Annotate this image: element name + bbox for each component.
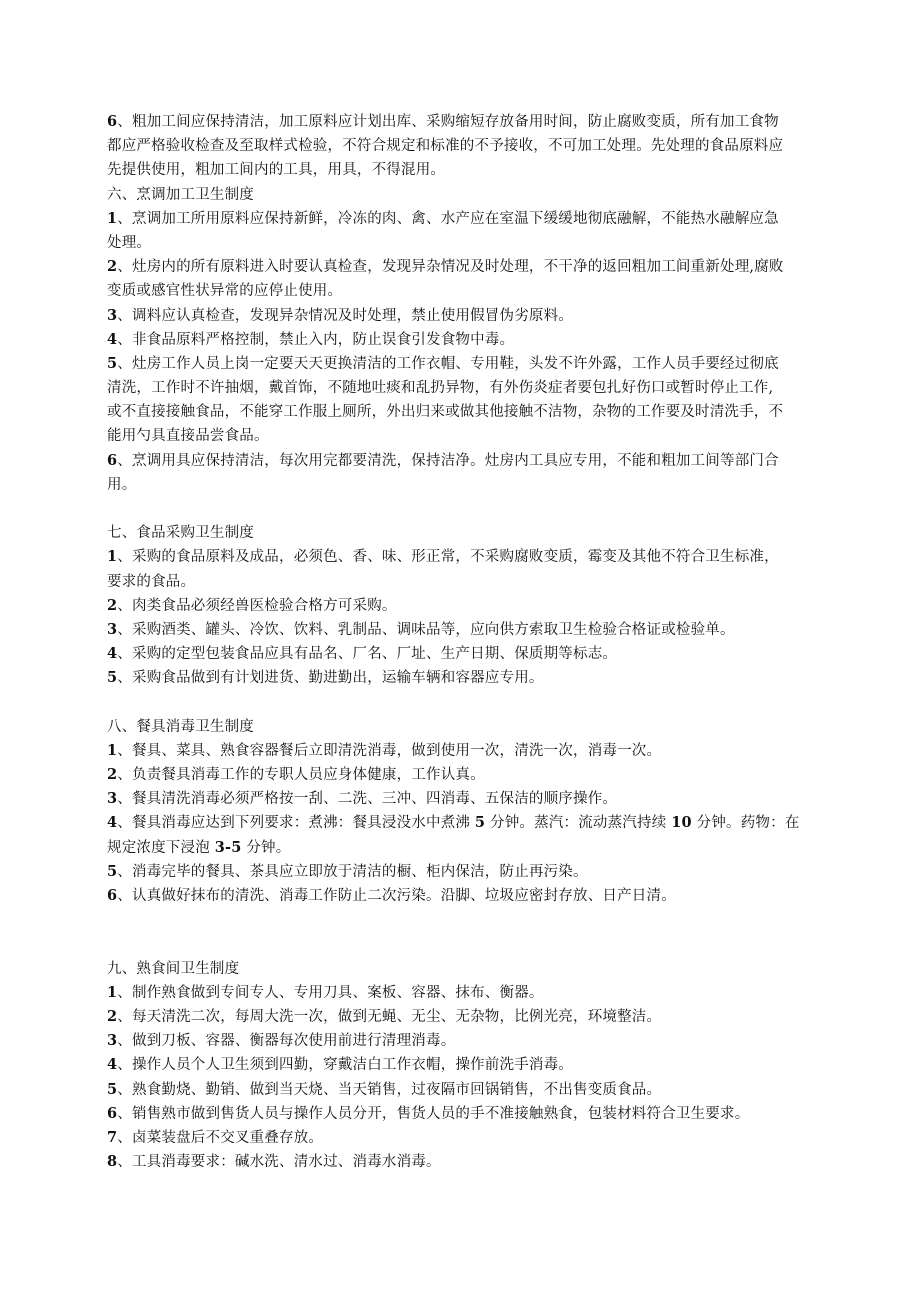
item-text: 、每天清洗二次，每周大洗一次，做到无蝇、无尘、无杂物，比例光亮，环境整洁。 xyxy=(117,1008,662,1025)
duration-number: 10 xyxy=(671,814,692,832)
item-number: 6 xyxy=(107,1104,118,1122)
item-number: 5 xyxy=(107,862,118,880)
item-text: 分钟。 xyxy=(241,839,291,856)
item-number: 2 xyxy=(107,258,118,276)
paragraph-line xyxy=(107,328,817,352)
item-text: 、粗加工间应保持清洁，加工原料应计划出库、采购缩短存放备用时间，防止腐败变质，所有加工食物 xyxy=(117,114,779,130)
item-text: 、操作人员个人卫生须到四勤，穿戴洁白工作衣帽，操作前洗手消毒。 xyxy=(117,1057,573,1074)
blank-line xyxy=(107,497,817,521)
item-number: 3 xyxy=(107,1032,118,1050)
item-number: 3 xyxy=(107,620,118,638)
item-number: 4 xyxy=(107,330,118,348)
paragraph-line xyxy=(107,642,817,666)
item-number: 2 xyxy=(107,766,118,784)
item-text: 规定浓度下浸泡 xyxy=(107,839,215,856)
paragraph-line xyxy=(107,666,817,690)
item-number: 4 xyxy=(107,645,118,663)
paragraph-line: 变质或感官性状异常的应停止使用。 xyxy=(107,283,343,300)
section-heading: 九、熟食间卫生制度 xyxy=(107,960,240,977)
paragraph-line xyxy=(107,763,817,787)
item-text: 、调料应认真检查，发现异杂情况及时处理，禁止使用假冒伪劣原料。 xyxy=(117,307,573,324)
paragraph-line: 或不直接接触食品，不能穿工作服上厕所，外出归来或做其他接触不洁物，杂物的工作要及时清洗手，不 xyxy=(107,404,784,421)
item-text: 、餐具消毒应达到下列要求：煮沸：餐具浸没水中煮沸 xyxy=(117,815,475,832)
item-number: 4 xyxy=(107,814,118,832)
item-text: 、熟食勤烧、勤销、做到当天烧、当天销售，过夜隔市回锅销售，不出售变质食品。 xyxy=(117,1081,662,1098)
paragraph-line xyxy=(107,1005,817,1029)
blank-line xyxy=(107,908,817,956)
paragraph-line: 用。 xyxy=(107,476,137,493)
item-number: 4 xyxy=(107,1056,118,1074)
item-number: 6 xyxy=(107,113,118,130)
item-number: 6 xyxy=(107,451,118,469)
section-heading: 六、烹调加工卫生制度 xyxy=(107,186,254,203)
item-text: 、采购的定型包装食品应具有品名、厂名、厂址、生产日期、保质期等标志。 xyxy=(117,646,618,663)
document-page xyxy=(107,110,817,1174)
item-text: 、做到刀板、容器、衡器每次使用前进行清理消毒。 xyxy=(117,1033,456,1050)
section-heading: 七、食品采购卫生制度 xyxy=(107,525,254,542)
item-number: 5 xyxy=(107,669,118,687)
paragraph-line: 能用勺具直接品尝食品。 xyxy=(107,428,269,445)
paragraph-line xyxy=(107,1102,817,1126)
paragraph-line xyxy=(107,352,817,376)
item-number: 3 xyxy=(107,306,118,324)
paragraph-line xyxy=(107,739,817,763)
paragraph-line xyxy=(107,304,817,328)
paragraph-line xyxy=(107,1126,817,1150)
item-text: 、采购食品做到有计划进货、勤进勤出，运输车辆和容器应专用。 xyxy=(117,670,544,687)
item-text: 、采购酒类、罐头、冷饮、饮料、乳制品、调味品等，应向供方索取卫生检验合格证或检验单。 xyxy=(117,621,735,638)
paragraph-line xyxy=(107,618,817,642)
item-number: 2 xyxy=(107,596,118,614)
blank-line xyxy=(107,691,817,715)
item-number: 1 xyxy=(107,548,118,566)
duration-number: 3-5 xyxy=(214,838,242,856)
item-text: 、肉类食品必须经兽医检验合格方可采购。 xyxy=(117,597,397,614)
paragraph-line xyxy=(107,860,817,884)
section-heading: 八、餐具消毒卫生制度 xyxy=(107,718,254,735)
paragraph-line: 清洗，工作时不许抽烟，戴首饰，不随地吐痰和乱扔异物，有外伤炎症者要包扎好伤口或暂时停止工作, xyxy=(107,380,774,397)
paragraph-line: 处理。 xyxy=(107,234,152,251)
paragraph-line xyxy=(107,255,817,279)
paragraph-line xyxy=(107,1053,817,1077)
paragraph-line xyxy=(107,1029,817,1053)
item-text: 、负责餐具消毒工作的专职人员应身体健康，工作认真。 xyxy=(117,767,485,784)
item-number: 8 xyxy=(107,1153,118,1171)
paragraph-line xyxy=(107,207,817,231)
item-text: 、销售熟市做到售货人员与操作人员分开，售货人员的手不准接触熟食，包装材料符合卫生要求。 xyxy=(117,1105,750,1122)
item-text: 、制作熟食做到专间专人、专用刀具、案板、容器、抹布、衡器。 xyxy=(117,984,544,1001)
paragraph-line: 要求的食品。 xyxy=(107,573,196,590)
item-text: 、认真做好抹布的清洗、消毒工作防止二次污染。沿脚、垃圾应密封存放、日产日清。 xyxy=(117,888,676,904)
paragraph-line xyxy=(107,110,817,134)
item-number: 1 xyxy=(107,209,118,227)
item-number: 5 xyxy=(107,354,118,372)
item-number: 5 xyxy=(107,1080,118,1098)
paragraph-line xyxy=(107,1150,817,1174)
paragraph-line xyxy=(107,787,817,811)
paragraph-line: 都应严格验收检查及至取样式检验，不符合规定和标准的不予接收，不可加工处理。先处理的食品原料应 xyxy=(107,138,784,155)
paragraph-line xyxy=(107,449,817,473)
paragraph-line xyxy=(107,594,817,618)
item-number: 6 xyxy=(107,887,118,904)
item-text: 、卤菜装盘后不交叉重叠存放。 xyxy=(117,1129,324,1146)
item-number: 3 xyxy=(107,790,118,808)
item-text: 分钟。药物：在 xyxy=(691,815,800,832)
item-text: 、采购的食品原料及成品，必须色、香、味、形正常，不采购腐败变质，霉变及其他不符合卫生标准， xyxy=(117,549,779,566)
item-number: 2 xyxy=(107,1007,118,1025)
item-text: 分钟。蒸汽：流动蒸汽持续 xyxy=(485,815,672,832)
item-text: 、消毒完毕的餐具、茶具应立即放于清洁的橱、柜内保洁，防止再污染。 xyxy=(117,863,588,880)
item-text: 、灶房工作人员上岗一定要天天更换清洁的工作衣帽、专用鞋，头发不许外露，工作人员手要经过彻底 xyxy=(117,355,779,372)
paragraph-line xyxy=(107,981,817,1005)
item-text: 、餐具清洗消毒必须严格按一刮、二洗、三冲、四消毒、五保洁的顺序操作。 xyxy=(117,791,618,808)
item-text: 、灶房内的所有原料进入时要认真检查，发现异杂情况及时处理，不干净的返回粗加工间重新处理,腐败 xyxy=(117,259,784,276)
paragraph-line: 先提供使用，粗加工间内的工具，用具，不得混用。 xyxy=(107,162,446,179)
item-number: 1 xyxy=(107,983,118,1001)
paragraph-line xyxy=(107,836,817,860)
item-number: 1 xyxy=(107,741,118,759)
item-number: 7 xyxy=(107,1128,118,1146)
item-text: 、工具消毒要求：碱水洗、清水过、消毒水消毒。 xyxy=(117,1154,441,1171)
paragraph-line xyxy=(107,545,817,569)
item-text: 、烹调加工所用原料应保持新鲜，冷冻的肉、禽、水产应在室温下缓缓地彻底融解，不能热水融解应急 xyxy=(117,210,779,227)
paragraph-line xyxy=(107,884,817,908)
paragraph-line xyxy=(107,811,817,835)
item-text: 、烹调用具应保持清洁，每次用完都要清洗，保持洁净。灶房内工具应专用，不能和粗加工间等部门合 xyxy=(117,452,779,469)
item-text: 、餐具、菜具、熟食容器餐后立即清洗消毒，做到使用一次，清洗一次，消毒一次。 xyxy=(117,742,662,759)
item-text: 、非食品原料严格控制，禁止入内，防止误食引发食物中毒。 xyxy=(117,331,515,348)
duration-number: 5 xyxy=(474,814,486,832)
paragraph-line xyxy=(107,1078,817,1102)
